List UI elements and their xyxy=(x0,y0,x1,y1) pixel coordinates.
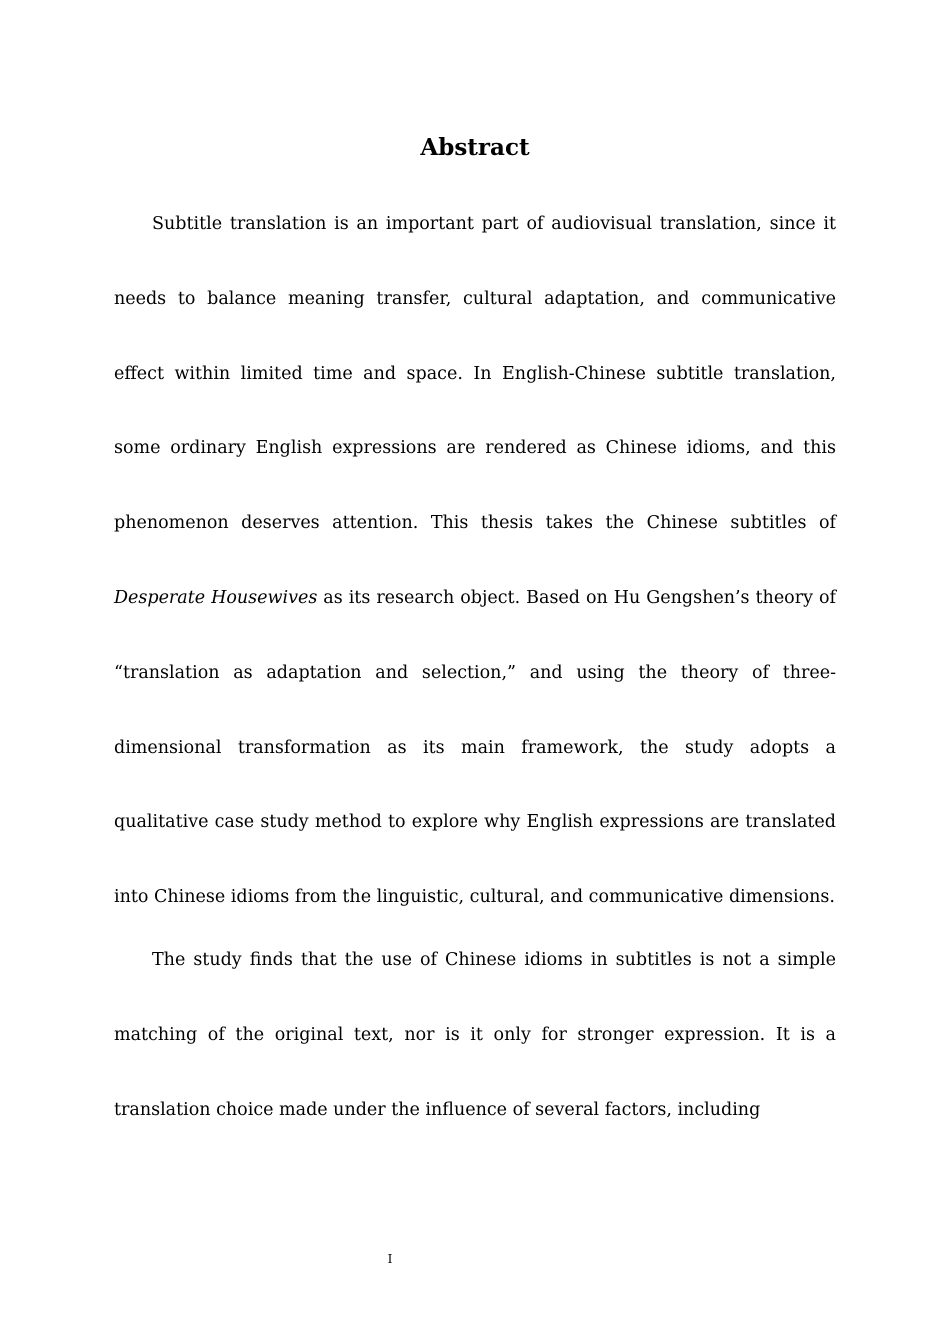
paragraph-1-italic-title: Desperate Housewives xyxy=(114,587,318,608)
paragraph-1-text-before: Subtitle translation is an important part of audiovisual translation, since it needs to balance meaning transfer, cultural adaptation, and communicative effect within limited time and space. In English-Chinese subtitle translation, some ordinary English expressions are rendered as Chinese idioms, and this phenomenon deserves attention. This thesis takes the Chinese subtitles of xyxy=(114,214,836,534)
page-title: Abstract xyxy=(420,134,530,161)
abstract-paragraph-1 xyxy=(114,187,836,935)
abstract-body xyxy=(114,187,836,1147)
page-number: I xyxy=(387,1252,393,1266)
abstract-paragraph-2: The study finds that the use of Chinese idioms in subtitles is not a simple matching of the original text, nor is it only for stronger expression. It is a translation choice made under the influence of several factors, including xyxy=(114,949,836,1120)
paragraph-1-text-after: as its research object. Based on Hu Gengshen’s theory of “translation as adaptation and selection,” and using the theory of three-dimensional transformation as its main framework, the study adopts a qualitative case study method to explore why English expressions are translated into Chinese idioms from the linguistic, cultural, and communicative dimensions. xyxy=(114,587,836,908)
